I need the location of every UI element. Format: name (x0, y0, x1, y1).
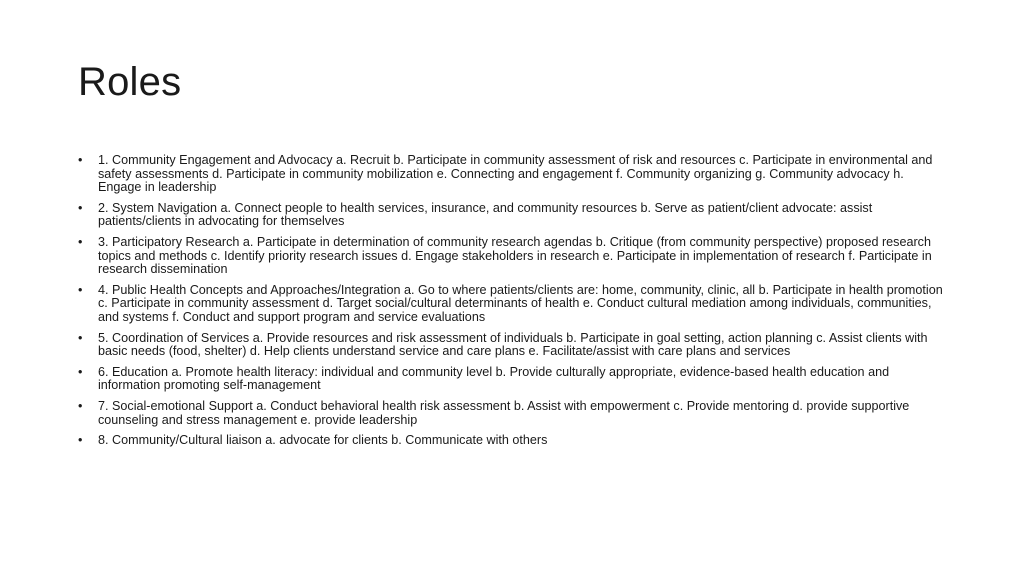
bullet-icon: • (78, 398, 83, 413)
bullet-list (78, 154, 950, 455)
bullet-text: 7. Social-emotional Support a. Conduct behavioral health risk assessment b. Assist with empowerment c. Provide mentoring d. provide supportive counseling and stress management e. provide leadership (98, 398, 910, 427)
bullet-text: 6. Education a. Promote health literacy: individual and community level b. Provide culturally appropriate, evidence-based health education and information promoting self-management (98, 364, 890, 393)
bullet-text: 8. Community/Cultural liaison a. advocate for clients b. Communicate with others (98, 433, 548, 448)
bullet-item-7 (78, 400, 950, 427)
bullet-item-6 (78, 366, 950, 393)
bullet-text: 3. Participatory Research a. Participate in determination of community research agendas b. Critique (from community perspective) proposed research topics and methods c. Identify priority research issues d. Engage stakeholders in research e. Participate in implementation of research f. Participate in research dissemination (98, 234, 932, 277)
bullet-item-2 (78, 202, 950, 229)
bullet-icon: • (78, 153, 83, 167)
bullet-text: 5. Coordination of Services a. Provide resources and risk assessment of individuals b. Participate in goal setting, action planning c. Assist clients with basic needs (food, shelter) d. Help clients understand service and care plans e. Facilitate/assist with care plans and services (98, 330, 928, 359)
bullet-icon: • (78, 282, 83, 297)
bullet-text: 1. Community Engagement and Advocacy a. Recruit b. Participate in community assessment of risk and resources c. Participate in environmental and safety assessments d. Participate in community mobilization e. Connecting and engagement f. Community organizing g. Community advocacy h. Engage in leadership (98, 153, 933, 195)
bullet-icon: • (78, 234, 83, 249)
bullet-item-1 (78, 154, 950, 195)
bullet-text: 2. System Navigation a. Connect people to health services, insurance, and community resources b. Serve as patient/client advocate: assist patients/clients in advocating for themselves (98, 200, 873, 229)
bullet-item-4 (78, 284, 950, 325)
bullet-item-3 (78, 236, 950, 277)
slide-title: Roles (78, 60, 182, 104)
bullet-icon: • (78, 200, 83, 215)
bullet-icon: • (78, 364, 83, 379)
bullet-text: 4. Public Health Concepts and Approaches/Integration a. Go to where patients/clients are: home, community, clinic, all b. Participate in health promotion c. Participate in community assessment d. Target social/cultural determinants of health e. Conduct cultural mediation among individuals, communities, and systems f. Conduct and support program and service evaluations (98, 282, 943, 324)
bullet-item-5 (78, 332, 950, 359)
bullet-icon: • (78, 433, 83, 448)
bullet-item-8 (78, 434, 950, 448)
bullet-icon: • (78, 330, 83, 345)
